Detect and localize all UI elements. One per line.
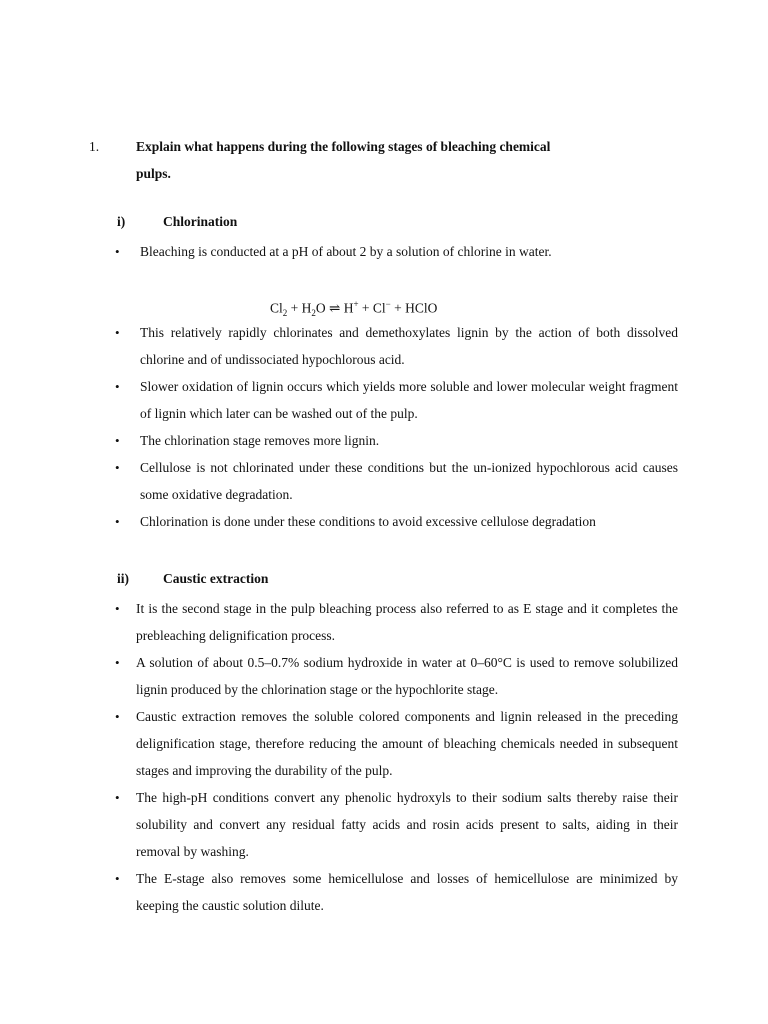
- list-item: [115, 784, 678, 865]
- section-title: Caustic extraction: [163, 571, 269, 586]
- bullet-text: Cellulose is not chlorinated under these conditions but the un-ionized hypochlorous acid causes some oxidative degradation.: [140, 460, 678, 502]
- bullet-text: A solution of about 0.5–0.7% sodium hydroxide in water at 0–60°C is used to remove solubilized lignin produced by the chlorination stage or the hypochlorite stage.: [136, 655, 678, 697]
- bullet-icon: •: [115, 244, 120, 259]
- bullet-text: This relatively rapidly chlorinates and demethoxylates lignin by the action of both dissolved chlorine and of undissociated hypochlorous acid.: [140, 325, 678, 367]
- question-number: 1.: [89, 139, 100, 154]
- bullet-icon: •: [115, 460, 120, 475]
- bullet-icon: •: [115, 325, 120, 340]
- list-item: [115, 454, 678, 508]
- bullet-text: The E-stage also removes some hemicellulose and losses of hemicellulose are minimized by keeping the caustic solution dilute.: [136, 871, 678, 913]
- chlorination-list: [115, 319, 678, 535]
- bullet-text: The chlorination stage removes more lignin.: [140, 433, 380, 448]
- bullet-text: It is the second stage in the pulp bleaching process also referred to as E stage and it completes the prebleaching delignification process.: [136, 601, 678, 643]
- section-number: i): [117, 214, 126, 229]
- chlorine-equation: $Cl_2 + H_2O$ ⇌ H+ + Cl− + HClO: [270, 299, 438, 319]
- bullet-text: Slower oxidation of lignin occurs which yields more soluble and lower molecular weight fragment of lignin which later can be washed out of the pulp.: [140, 379, 678, 421]
- bullet-text: The high-pH conditions convert any phenolic hydroxyls to their sodium salts thereby raise their solubility and convert any residual fatty acids and rosin acids present to salts, aiding in their removal by washing.: [136, 790, 678, 859]
- list-item: [115, 427, 678, 454]
- bullet-icon: •: [115, 601, 120, 616]
- bullet-text: Bleaching is conducted at a pH of about 2 by a solution of chlorine in water.: [140, 244, 552, 259]
- list-item: [115, 865, 678, 919]
- section-title: Chlorination: [163, 214, 238, 229]
- list-item: [115, 319, 678, 373]
- bullet-icon: •: [115, 655, 120, 670]
- bullet-text: Chlorination is done under these conditions to avoid excessive cellulose degradation: [140, 514, 596, 529]
- list-item: [115, 595, 678, 649]
- bullet-icon: •: [115, 790, 120, 805]
- bullet-icon: •: [115, 871, 120, 886]
- section-number: ii): [117, 571, 129, 586]
- list-item: [115, 508, 678, 535]
- list-item: [115, 649, 678, 703]
- chlorination-intro-list: [115, 238, 680, 265]
- bullet-icon: •: [115, 709, 120, 724]
- list-item: [115, 373, 678, 427]
- bullet-icon: •: [115, 433, 120, 448]
- bullet-icon: •: [115, 379, 120, 394]
- question-text: Explain what happens during the following stages of bleaching chemical pulps.: [136, 139, 551, 181]
- list-item: [115, 703, 678, 784]
- list-item: [115, 238, 680, 265]
- caustic-extraction-list: [115, 595, 678, 919]
- bullet-text: Caustic extraction removes the soluble colored components and lignin released in the preceding delignification stage, therefore reducing the amount of bleaching chemicals needed in subsequent stages and improving the durability of the pulp.: [136, 709, 678, 778]
- bullet-icon: •: [115, 514, 120, 529]
